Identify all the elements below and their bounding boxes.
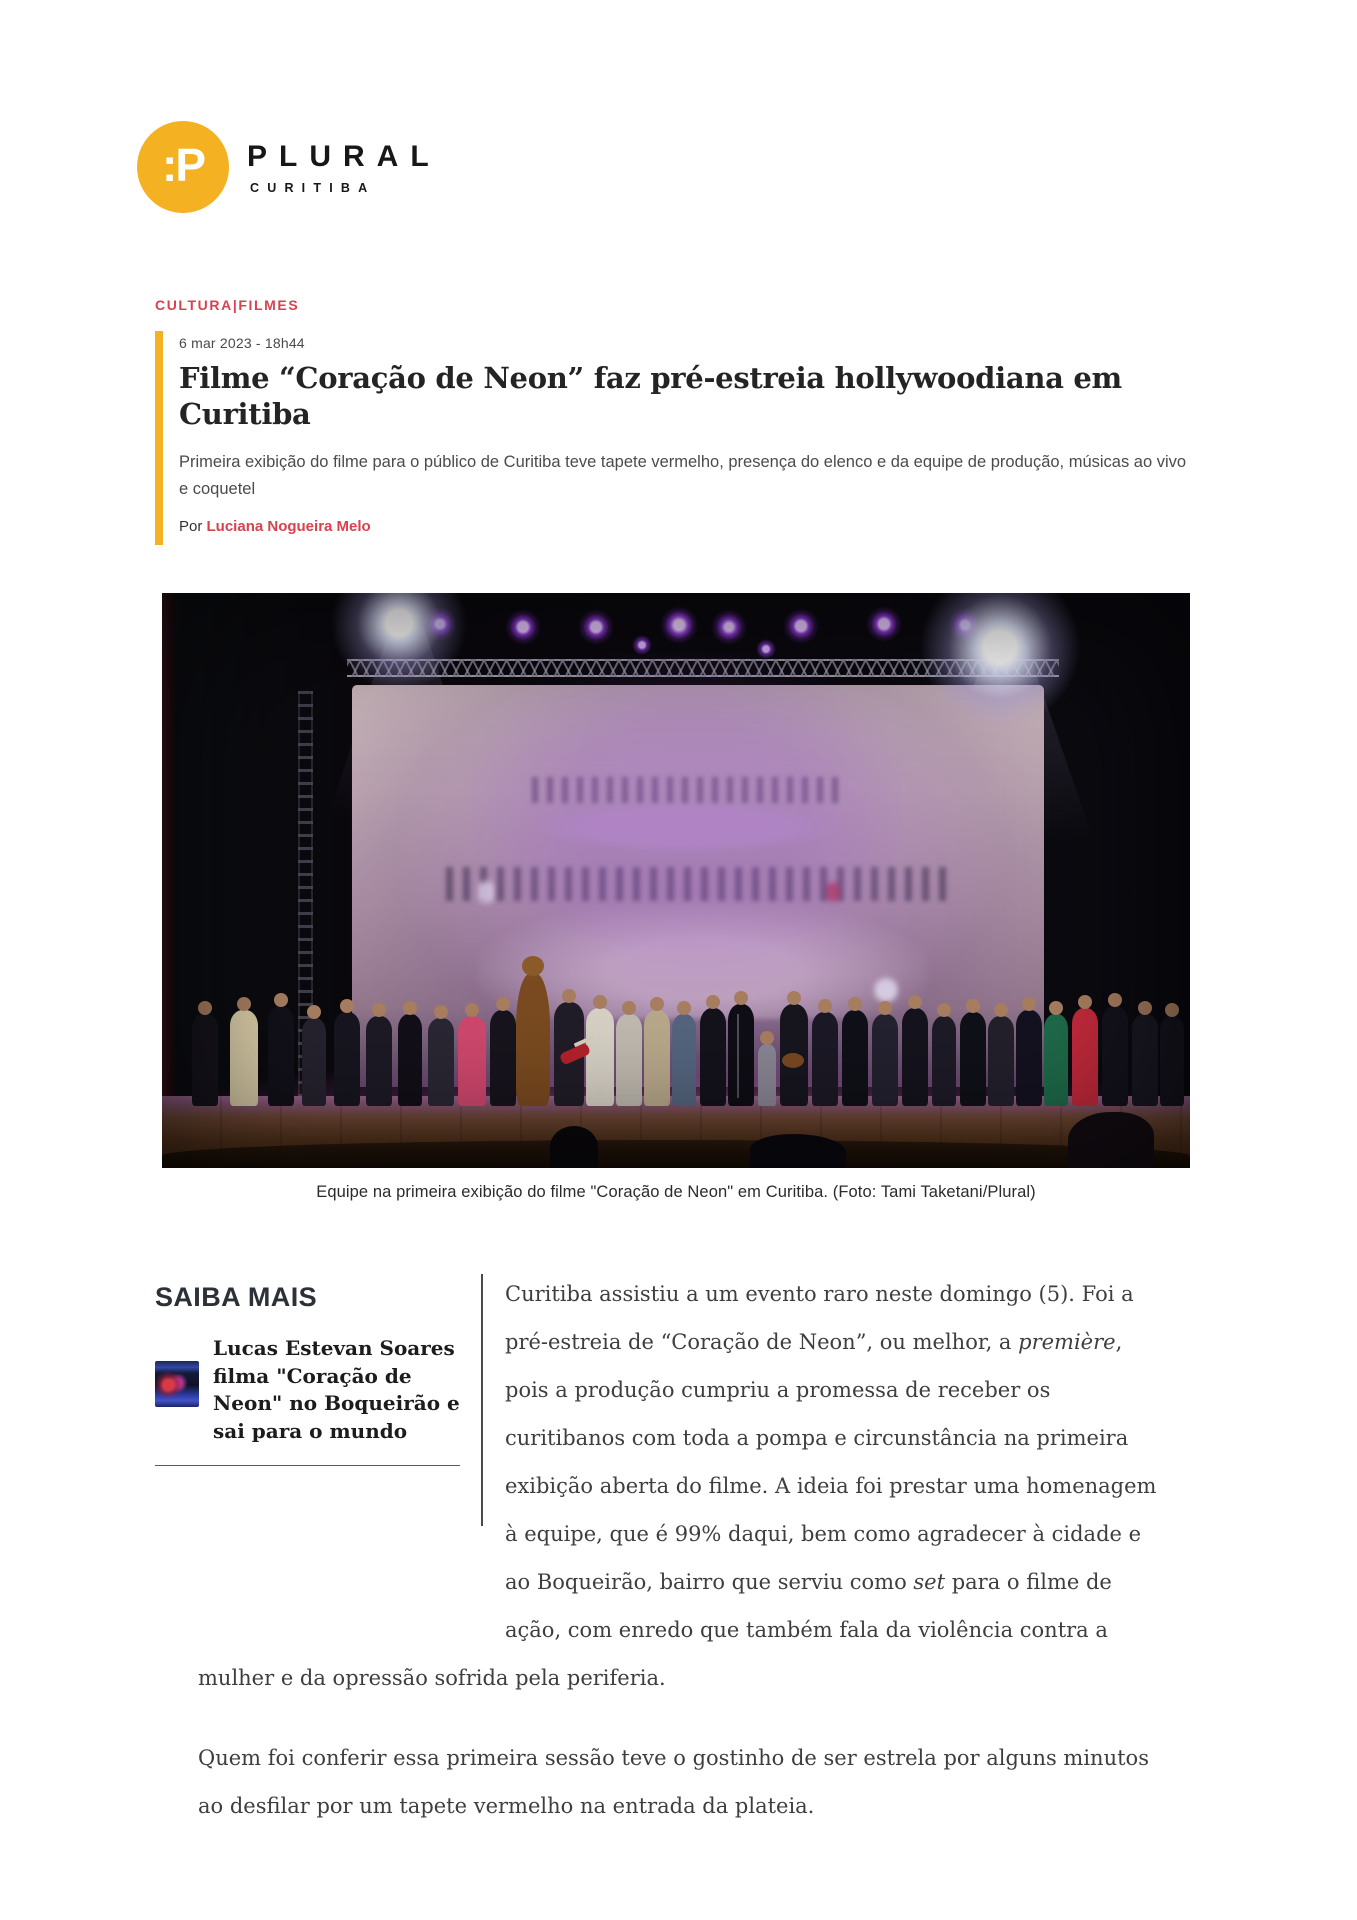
body-text-italic: première	[1018, 1330, 1116, 1354]
stage-person	[758, 1044, 776, 1106]
author-link[interactable]: Luciana Nogueira Melo	[206, 518, 371, 536]
photographer-silhouette	[550, 1126, 598, 1168]
stage-person	[1072, 1008, 1098, 1106]
stage-person	[1044, 1014, 1068, 1106]
body-text-italic: set	[913, 1570, 946, 1594]
stage-person	[192, 1014, 218, 1106]
stage-person	[960, 1012, 986, 1106]
stage-apron	[162, 1140, 1190, 1168]
stage-person	[616, 1014, 642, 1106]
stage-person	[490, 1010, 516, 1106]
saiba-mais-heading: SAIBA MAIS	[155, 1282, 318, 1312]
stage-people-row	[162, 593, 1190, 1168]
stage-person	[644, 1010, 670, 1106]
stage-person	[1102, 1006, 1128, 1106]
byline	[179, 518, 1195, 535]
photo-caption: Equipe na primeira exibição do filme "Coração de Neon" em Curitiba. (Foto: Tami Taketani/Plural)	[316, 1183, 1036, 1201]
publish-datetime: 6 mar 2023 - 18h44	[179, 335, 305, 351]
stage-person	[302, 1018, 326, 1106]
article-subtitle: Primeira exibição do filme para o público de Curitiba teve tapete vermelho, presença do elenco e da equipe de produção, músicas ao vivo e coquetel	[179, 452, 1187, 498]
logo-site-name: PLURAL	[247, 139, 441, 173]
logo-monogram: :P	[162, 139, 204, 191]
stage-person	[672, 1014, 696, 1106]
breadcrumb-category[interactable]: CULTURA|FILMES	[155, 297, 300, 313]
stage-person	[812, 1012, 838, 1106]
site-logo[interactable]	[137, 121, 441, 213]
body-text: para o filme de ação, com enredo que também fala da violência contra a mulher e da opressão sofrida pela periferia.	[198, 1570, 1112, 1690]
photographer-silhouette	[1068, 1112, 1154, 1168]
stage-person	[398, 1014, 422, 1106]
body-text: Curitiba assistiu a um evento raro neste domingo (5). Foi a pré-estreia de “Coração de Neon”, ou melhor, a	[505, 1282, 1134, 1354]
saiba-mais-box	[155, 1270, 505, 1606]
stage-person	[230, 1010, 258, 1106]
article-hero-photo	[162, 593, 1190, 1168]
article-body	[155, 1270, 1165, 1830]
stage-person	[334, 1012, 360, 1106]
page-title: Filme “Coração de Neon” faz pré-estreia hollywoodiana em Curitiba	[179, 361, 1122, 431]
byline-prefix: Por	[179, 518, 207, 536]
stage-person	[1160, 1016, 1184, 1106]
article-header	[155, 331, 1195, 545]
stage-person	[268, 1006, 294, 1106]
stage-person	[366, 1016, 392, 1106]
mic-stand	[737, 1014, 739, 1098]
stage-person	[932, 1016, 956, 1106]
related-article-title[interactable]: Lucas Estevan Soares filma "Coração de Neon" no Boqueirão e sai para o mundo	[213, 1336, 460, 1443]
acoustic-guitar	[782, 1053, 804, 1068]
stage-person	[1016, 1010, 1042, 1106]
vertical-divider	[481, 1274, 483, 1526]
related-article-link[interactable]	[155, 1335, 467, 1445]
photographer-silhouette	[750, 1134, 846, 1168]
logo-circle-icon	[137, 121, 229, 213]
logo-wordmark	[247, 140, 441, 195]
mic-stand	[599, 1020, 601, 1098]
body-paragraph: Quem foi conferir essa primeira sessão teve o gostinho de ser estrela por alguns minutos ao desfilar por um tapete vermelho na entrada da plateia.	[198, 1746, 1149, 1818]
stage-person	[428, 1018, 454, 1106]
stage-person	[700, 1008, 726, 1106]
body-text: , pois a produção cumpriu a promessa de receber os curitibanos com toda a pompa e circunstância na primeira exibição aberta do filme. A ideia foi prestar uma homenagem à equipe, que é 99% daqui, bem como agradecer à cidade e ao Boqueirão, bairro que serviu como	[505, 1330, 1157, 1594]
logo-city-name: CURITIBA	[250, 180, 376, 195]
stage-person	[872, 1014, 898, 1106]
related-article-thumbnail[interactable]	[155, 1361, 199, 1407]
stage-person	[728, 1004, 754, 1106]
horizontal-divider	[155, 1465, 460, 1466]
stage-person	[988, 1016, 1014, 1106]
stage-person	[1132, 1014, 1158, 1106]
stage-person	[842, 1010, 868, 1106]
stage-person	[516, 974, 550, 1106]
stage-person	[902, 1008, 928, 1106]
stage-person	[458, 1016, 486, 1106]
